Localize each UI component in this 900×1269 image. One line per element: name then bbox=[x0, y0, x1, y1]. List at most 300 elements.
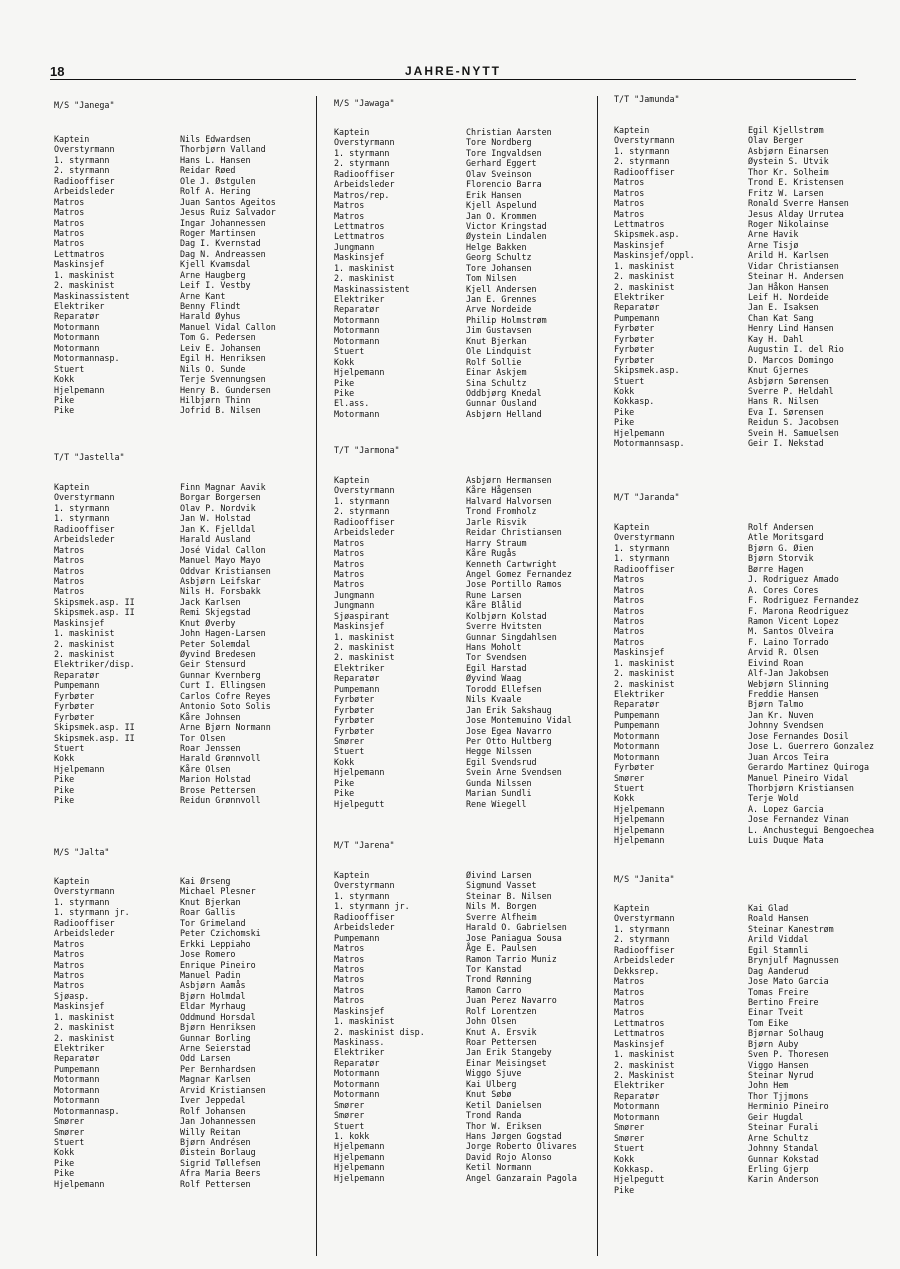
crew-row bbox=[614, 135, 899, 145]
crew-name: Arne Tisjø bbox=[748, 239, 799, 250]
crew-role: Matros bbox=[334, 995, 365, 1006]
crew-row bbox=[614, 955, 899, 965]
crew-role: Sjøasp. bbox=[54, 990, 90, 1001]
crew-role: Lettmatros bbox=[334, 220, 385, 231]
crew-row bbox=[614, 585, 899, 595]
crew-name: Jan E. Grennes bbox=[466, 294, 537, 304]
crew-row bbox=[334, 398, 596, 408]
crew-row bbox=[54, 311, 314, 321]
crew-list bbox=[54, 876, 314, 1189]
crew-row bbox=[54, 322, 314, 332]
crew-role: Matros bbox=[334, 943, 365, 954]
crew-name: Jofrid B. Nilsen bbox=[180, 405, 261, 416]
crew-role: Arbeidsleder bbox=[614, 955, 675, 966]
crew-role: Skipsmek.asp. bbox=[614, 229, 680, 240]
crew-row bbox=[614, 282, 899, 292]
crew-row bbox=[54, 649, 314, 659]
crew-row bbox=[614, 668, 899, 678]
crew-role: Matros bbox=[614, 584, 645, 595]
crew-name: Arne Kant bbox=[180, 290, 226, 301]
crew-name: Einar Meisingset bbox=[466, 1057, 547, 1068]
crew-name: Karin Anderson bbox=[748, 1174, 819, 1185]
crew-row bbox=[614, 1185, 899, 1195]
crew-role: Stuert bbox=[54, 1136, 85, 1147]
crew-role: Matros bbox=[614, 605, 645, 616]
crew-list bbox=[334, 870, 596, 1183]
crew-row bbox=[334, 1037, 596, 1047]
crew-role: Maskinsjef/oppl. bbox=[614, 250, 695, 261]
crew-row bbox=[54, 1158, 314, 1168]
crew-role: Dekksrep. bbox=[614, 965, 660, 976]
crew-name: Svein Arne Svendsen bbox=[466, 767, 562, 778]
crew-role: 1. maskinist bbox=[334, 262, 395, 273]
crew-name: A. Lopez Garcia bbox=[748, 803, 824, 814]
crew-name: Dag I. Kvernstad bbox=[180, 238, 261, 249]
crew-row bbox=[54, 1001, 314, 1011]
crew-name: Jose Montemuino Vidal bbox=[466, 715, 572, 726]
crew-name: A. Cores Cores bbox=[748, 584, 819, 595]
crew-role: Matros bbox=[54, 555, 85, 566]
crew-row bbox=[614, 616, 899, 626]
crew-name: Jose Fernandez Vinan bbox=[748, 814, 849, 825]
crew-row bbox=[54, 712, 314, 722]
crew-name: Jorge Roberto Olivares bbox=[466, 1141, 577, 1152]
crew-role: 2. maskinist bbox=[54, 1032, 115, 1043]
crew-role: Matros bbox=[54, 586, 85, 597]
page-number: 18 bbox=[50, 64, 65, 79]
crew-role: Matros bbox=[614, 615, 645, 626]
crew-role: Jungmann bbox=[334, 589, 375, 600]
crew-role: Elektriker bbox=[614, 1080, 665, 1091]
crew-row bbox=[334, 190, 596, 200]
crew-role: Reparatør bbox=[54, 1053, 100, 1064]
crew-row bbox=[334, 367, 596, 377]
crew-name: Tom Eike bbox=[748, 1017, 789, 1028]
crew-name: Brynjulf Magnussen bbox=[748, 955, 839, 966]
crew-name: Manuel Vidal Callon bbox=[180, 321, 276, 332]
crew-list bbox=[614, 125, 899, 449]
crew-name: Hilbjørn Thinn bbox=[180, 394, 251, 405]
crew-row bbox=[54, 1012, 314, 1022]
crew-role: Radiooffiser bbox=[54, 523, 115, 534]
crew-name: Gerhard Eggert bbox=[466, 158, 537, 169]
crew-name: Per Otto Hultberg bbox=[466, 735, 552, 746]
crew-name: Curt I. Ellingsen bbox=[180, 680, 266, 691]
crew-row bbox=[614, 209, 899, 219]
crew-row bbox=[334, 273, 596, 283]
crew-row bbox=[614, 355, 899, 365]
crew-role: Stuert bbox=[54, 363, 85, 374]
crew-role: Hjelpemann bbox=[334, 1162, 385, 1173]
crew-role: 1. styrmann jr. bbox=[334, 901, 410, 912]
crew-role: 2. maskinist bbox=[334, 652, 395, 663]
crew-row bbox=[334, 284, 596, 294]
crew-row bbox=[334, 127, 596, 137]
crew-role: El.ass. bbox=[334, 398, 370, 409]
crew-name: Jack Karlsen bbox=[180, 596, 241, 607]
crew-name: Einar Tveit bbox=[748, 1007, 804, 1018]
crew-name: Hans Moholt bbox=[466, 642, 522, 652]
crew-role: Overstyrmann bbox=[334, 137, 395, 148]
crew-name: Øivind Larsen bbox=[466, 870, 532, 880]
crew-role: Motormann bbox=[54, 321, 100, 332]
crew-row bbox=[334, 1131, 596, 1141]
crew-name: Tom G. Pedersen bbox=[180, 332, 256, 343]
crew-name: Øystein S. Utvik bbox=[748, 156, 829, 167]
crew-name: John Hagen-Larsen bbox=[180, 628, 266, 639]
crew-role: 2. maskinist disp. bbox=[334, 1026, 425, 1037]
crew-role: Pike bbox=[334, 788, 355, 799]
crew-role: Kokk bbox=[334, 356, 355, 367]
crew-role: Matros bbox=[334, 953, 365, 964]
crew-name: Arvid R. Olsen bbox=[748, 647, 819, 658]
crew-role: Pumpemann bbox=[614, 709, 660, 720]
crew-row bbox=[334, 137, 596, 147]
crew-name: Rolf Andersen bbox=[748, 522, 814, 532]
crew-row bbox=[54, 1147, 314, 1157]
crew-name: Bertino Freire bbox=[748, 996, 819, 1007]
crew-role: Pumpemann bbox=[54, 1063, 100, 1074]
crew-row bbox=[614, 1143, 899, 1153]
crew-row bbox=[614, 1018, 899, 1028]
crew-row bbox=[334, 579, 596, 589]
crew-name: Ramon Carro bbox=[466, 984, 522, 995]
column-divider-2 bbox=[597, 96, 598, 1256]
crew-role: 2. maskinist bbox=[614, 678, 675, 689]
crew-row bbox=[54, 1022, 314, 1032]
crew-role: Overstyrmann bbox=[334, 485, 395, 496]
crew-name: Bjørn Auby bbox=[748, 1038, 799, 1049]
crew-role: Radiooffiser bbox=[334, 168, 395, 179]
crew-role: Motormann bbox=[614, 751, 660, 762]
crew-name: Angel Ganzarain Pagola bbox=[466, 1172, 577, 1183]
crew-role: Maskinsjef bbox=[54, 259, 105, 270]
crew-row bbox=[334, 715, 596, 725]
crew-role: Matros bbox=[54, 544, 85, 555]
crew-name: Antonio Soto Solis bbox=[180, 701, 271, 712]
crew-row bbox=[54, 176, 314, 186]
crew-name: Tore Ingvaldsen bbox=[466, 147, 542, 158]
crew-name: Juan Santos Ageitos bbox=[180, 196, 276, 207]
crew-role: Pike bbox=[54, 394, 75, 405]
crew-row bbox=[614, 365, 899, 375]
crew-name: Jan O. Krommen bbox=[466, 210, 537, 221]
crew-row bbox=[614, 1133, 899, 1143]
crew-name: Freddie Hansen bbox=[748, 689, 819, 699]
crew-name: Kåre Johnsen bbox=[180, 711, 241, 722]
crew-row bbox=[54, 795, 314, 805]
crew-role: 2. maskinist bbox=[614, 281, 675, 292]
crew-role: Skipsmek.asp. II bbox=[54, 732, 135, 743]
crew-row bbox=[54, 1095, 314, 1105]
crew-row bbox=[334, 880, 596, 890]
crew-row bbox=[334, 1162, 596, 1172]
crew-name: Georg Schultz bbox=[466, 252, 532, 263]
crew-name: Benny Flindt bbox=[180, 301, 241, 311]
crew-role: Pike bbox=[54, 405, 75, 416]
crew-row bbox=[334, 496, 596, 506]
crew-name: Kåre Olsen bbox=[180, 763, 231, 774]
crew-name: Jan Johannessen bbox=[180, 1116, 256, 1127]
crew-row bbox=[614, 240, 899, 250]
crew-row bbox=[334, 1110, 596, 1120]
crew-row bbox=[334, 1058, 596, 1068]
ship-title: M/S "Janega" bbox=[54, 100, 115, 110]
crew-name: Ketil Normann bbox=[466, 1162, 532, 1173]
crew-role: Smører bbox=[614, 1122, 645, 1133]
crew-name: Kolbjørn Kolstad bbox=[466, 610, 547, 621]
crew-role: Matros bbox=[614, 976, 645, 987]
crew-name: Steinar Furali bbox=[748, 1122, 819, 1133]
crew-row bbox=[614, 1080, 899, 1090]
crew-role: 1. maskinist bbox=[614, 1049, 675, 1060]
crew-name: Øyvind Bredesen bbox=[180, 649, 256, 659]
crew-row bbox=[54, 618, 314, 628]
crew-role: Lettmatros bbox=[54, 248, 105, 259]
crew-role: Kaptein bbox=[334, 127, 370, 137]
crew-row bbox=[334, 1079, 596, 1089]
crew-role: Pike bbox=[54, 1157, 75, 1168]
crew-name: Hans Jørgen Gogstad bbox=[466, 1130, 562, 1141]
crew-name: Jose Romero bbox=[180, 949, 236, 960]
crew-role: Motormann bbox=[334, 325, 380, 336]
crew-name: Bjørn Talmo bbox=[748, 699, 804, 710]
crew-row bbox=[614, 699, 899, 709]
crew-role: 1. maskinist bbox=[334, 1016, 395, 1027]
crew-row bbox=[54, 1127, 314, 1137]
crew-row bbox=[614, 934, 899, 944]
crew-role: Stuert bbox=[54, 742, 85, 753]
crew-row bbox=[334, 694, 596, 704]
crew-role: Stuert bbox=[614, 1143, 645, 1154]
crew-role: Kokk bbox=[334, 756, 355, 767]
crew-role: Arbeidsleder bbox=[54, 186, 115, 197]
crew-row bbox=[54, 1064, 314, 1074]
crew-name: Hans L. Hansen bbox=[180, 154, 251, 165]
crew-name: Johnny Standal bbox=[748, 1143, 819, 1154]
crew-role: 2. maskinist bbox=[54, 280, 115, 291]
crew-role: Maskinsjef bbox=[614, 647, 665, 658]
crew-role: Matros bbox=[614, 1007, 645, 1018]
crew-row bbox=[54, 991, 314, 1001]
crew-row bbox=[334, 799, 596, 809]
crew-row bbox=[54, 555, 314, 565]
crew-row bbox=[54, 492, 314, 502]
crew-row bbox=[614, 386, 899, 396]
crew-row bbox=[334, 912, 596, 922]
crew-role: Kokkasp. bbox=[614, 396, 655, 407]
crew-name: Tore Nordberg bbox=[466, 137, 532, 148]
crew-row bbox=[614, 1007, 899, 1017]
crew-role: Motormannsasp. bbox=[614, 438, 685, 449]
crew-name: Harald O. Gabrielsen bbox=[466, 922, 567, 933]
crew-row bbox=[614, 250, 899, 260]
crew-role: Skipsmek.asp. bbox=[614, 365, 680, 376]
crew-role: Matros bbox=[614, 198, 645, 209]
crew-name: Gunda Nilssen bbox=[466, 777, 532, 788]
crew-name: Arvid Kristiansen bbox=[180, 1084, 266, 1095]
crew-name: Helge Bakken bbox=[466, 241, 527, 252]
crew-role: Elektriker bbox=[614, 689, 665, 699]
crew-row bbox=[334, 315, 596, 325]
crew-name: Harald Ausland bbox=[180, 534, 251, 545]
crew-role: Pumpemann bbox=[334, 683, 380, 694]
crew-role: Elektriker bbox=[334, 294, 385, 304]
crew-role: Stuert bbox=[614, 375, 645, 386]
crew-role: Arbeidsleder bbox=[54, 534, 115, 545]
crew-row bbox=[614, 292, 899, 302]
crew-name: Roar Pettersen bbox=[466, 1037, 537, 1047]
crew-name: M. Santos Olveira bbox=[748, 626, 834, 637]
crew-row bbox=[614, 334, 899, 344]
crew-name: Roar Jenssen bbox=[180, 742, 241, 753]
crew-row bbox=[614, 997, 899, 1007]
crew-row bbox=[614, 428, 899, 438]
crew-role: Stuert bbox=[614, 782, 645, 793]
crew-role: Smører bbox=[614, 772, 645, 783]
crew-name: Ole J. Østgulen bbox=[180, 175, 256, 186]
crew-name: Øystein Lindalen bbox=[466, 231, 547, 242]
crew-name: Kenneth Cartwright bbox=[466, 558, 557, 569]
crew-name: Egil Kjellstrøm bbox=[748, 125, 824, 135]
crew-role: Hjelpemann bbox=[614, 835, 665, 846]
crew-name: Luis Duque Mata bbox=[748, 835, 824, 846]
crew-row bbox=[54, 291, 314, 301]
crew-row bbox=[54, 876, 314, 886]
crew-role: Overstyrmann bbox=[54, 886, 115, 897]
crew-row bbox=[614, 302, 899, 312]
crew-name: Terje Svennungsen bbox=[180, 374, 266, 385]
crew-role: Motormann bbox=[54, 332, 100, 343]
crew-name: Steinar Kanestrøm bbox=[748, 923, 834, 934]
crew-role: 1. maskinist bbox=[614, 260, 675, 271]
crew-row bbox=[334, 1047, 596, 1057]
crew-name: John Olsen bbox=[466, 1016, 517, 1027]
crew-name: Kåre Rugås bbox=[466, 548, 517, 559]
crew-role: Pike bbox=[614, 417, 635, 428]
crew-name: Nils M. Borgen bbox=[466, 901, 537, 912]
crew-name: Nils Kvaale bbox=[466, 694, 522, 705]
crew-role: 2. maskinist bbox=[614, 668, 675, 679]
crew-row bbox=[54, 785, 314, 795]
crew-row bbox=[614, 966, 899, 976]
crew-list bbox=[334, 127, 596, 419]
crew-role: Reparatør bbox=[614, 699, 660, 710]
crew-row bbox=[614, 532, 899, 542]
crew-row bbox=[334, 506, 596, 516]
crew-name: Michael Plesner bbox=[180, 886, 256, 897]
crew-row bbox=[54, 1043, 314, 1053]
crew-row bbox=[614, 1174, 899, 1184]
ship-title: T/T "Jarmona" bbox=[334, 445, 400, 455]
crew-row bbox=[614, 814, 899, 824]
crew-name: Bjørn G. Øien bbox=[748, 542, 814, 553]
crew-role: 2. styrmann bbox=[614, 156, 670, 167]
ship-title: M/T "Jaranda" bbox=[614, 492, 680, 502]
crew-name: Asbjørn Sørensen bbox=[748, 375, 829, 386]
crew-role: Stuert bbox=[334, 746, 365, 757]
crew-role: 2. styrmann bbox=[54, 165, 110, 176]
crew-row bbox=[614, 438, 899, 448]
crew-name: Harry Straum bbox=[466, 537, 527, 548]
crew-role: Smører bbox=[334, 1110, 365, 1121]
crew-role: Pumpemann bbox=[334, 932, 380, 943]
crew-row bbox=[614, 689, 899, 699]
crew-role: Motormann bbox=[54, 1095, 100, 1106]
ship-title: M/S "Jalta" bbox=[54, 847, 110, 857]
crew-name: Erkki Leppiaho bbox=[180, 938, 251, 949]
crew-row bbox=[54, 385, 314, 395]
crew-role: 2. maskinist bbox=[614, 1059, 675, 1070]
crew-role: Matros bbox=[54, 949, 85, 960]
crew-name: Jesus Ruiz Salvador bbox=[180, 207, 276, 218]
crew-role: Matros bbox=[614, 187, 645, 198]
crew-row bbox=[614, 913, 899, 923]
crew-role: Hjelpemann bbox=[54, 1178, 105, 1189]
crew-row bbox=[54, 886, 314, 896]
crew-row bbox=[614, 407, 899, 417]
crew-role: Matros bbox=[614, 626, 645, 637]
crew-name: Harald Grønnvoll bbox=[180, 753, 261, 764]
crew-role: Maskinsjef bbox=[54, 1001, 105, 1012]
crew-role: Motormann bbox=[54, 1084, 100, 1095]
crew-row bbox=[334, 726, 596, 736]
crew-row bbox=[614, 198, 899, 208]
crew-role: Lettmatros bbox=[614, 1028, 665, 1039]
crew-role: 1. styrmann bbox=[614, 145, 670, 156]
crew-name: Jan Kr. Nuven bbox=[748, 709, 814, 720]
crew-name: Asbjørn Aamås bbox=[180, 980, 246, 991]
crew-name: Sven P. Thoresen bbox=[748, 1049, 829, 1060]
crew-row bbox=[614, 945, 899, 955]
crew-name: Jose Portillo Ramos bbox=[466, 579, 562, 590]
crew-role: Lettmatros bbox=[334, 231, 385, 242]
crew-role: Radiooffiser bbox=[334, 911, 395, 922]
crew-name: Atle Moritsgard bbox=[748, 532, 824, 543]
crew-name: Manuel Padin bbox=[180, 969, 241, 980]
crew-row bbox=[334, 294, 596, 304]
crew-row bbox=[614, 658, 899, 668]
crew-row bbox=[614, 1070, 899, 1080]
crew-row bbox=[614, 825, 899, 835]
crew-row bbox=[334, 1121, 596, 1131]
crew-name: Christian Aarsten bbox=[466, 127, 552, 137]
crew-name: Rolf Johansen bbox=[180, 1105, 246, 1116]
crew-row bbox=[334, 179, 596, 189]
crew-role: Matros bbox=[334, 548, 365, 559]
crew-role: Sjøaspirant bbox=[334, 610, 390, 621]
crew-row bbox=[614, 564, 899, 574]
crew-role: Matros bbox=[334, 210, 365, 221]
crew-row bbox=[334, 527, 596, 537]
crew-name: Leif H. Nordeide bbox=[748, 292, 829, 302]
crew-row bbox=[614, 417, 899, 427]
crew-role: Hjelpegutt bbox=[614, 1174, 665, 1185]
crew-name: Arve Nordeide bbox=[466, 304, 532, 315]
crew-list bbox=[334, 475, 596, 809]
crew-name: Rolf Pettersen bbox=[180, 1178, 251, 1189]
crew-role: Smører bbox=[54, 1116, 85, 1127]
crew-role: Maskinsjef bbox=[334, 252, 385, 263]
crew-role: Hjelpemann bbox=[334, 767, 385, 778]
crew-name: Thorbjørn Kristiansen bbox=[748, 782, 854, 793]
crew-role: Motormann bbox=[334, 314, 380, 325]
crew-name: Eivind Roan bbox=[748, 657, 804, 668]
crew-name: Thor W. Eriksen bbox=[466, 1120, 542, 1131]
crew-name: Arne Schultz bbox=[748, 1132, 809, 1143]
crew-name: Olav Sveinson bbox=[466, 168, 532, 179]
crew-row bbox=[54, 970, 314, 980]
